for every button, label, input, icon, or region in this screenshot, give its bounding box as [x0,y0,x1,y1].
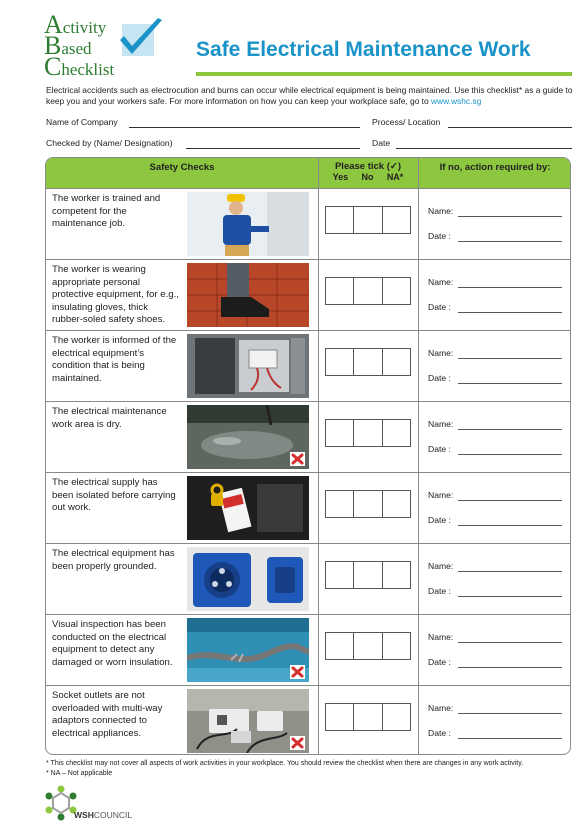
table-row [46,401,570,472]
tick-box-no[interactable] [354,633,382,659]
action-name-label: Name: [428,490,454,500]
table-row [46,543,570,614]
tick-box-yes[interactable] [326,562,354,588]
safety-check-text: The worker is wearing appropriate personal protective equipment, for e.g., insulating gloves, thick rubber-soled safety shoes. [52,264,179,325]
logo-letter-b: B [44,31,62,60]
tick-box-yes[interactable] [326,491,354,517]
tick-box-no[interactable] [354,420,382,446]
action-name-label: Name: [428,703,454,713]
tick-box-no[interactable] [354,207,382,233]
header-action-required: If no, action required by: [439,162,551,173]
action-name-field[interactable] [458,642,562,643]
action-name-label: Name: [428,206,454,216]
safety-check-text: The worker is informed of the electrical equipment’s condition that is being maintained. [52,335,177,384]
header-tick-label: Please tick (✓) [334,161,402,172]
photo-blue-socket [187,547,309,611]
wsh-council-emblem-icon [44,785,78,821]
action-name-label: Name: [428,277,454,287]
action-date-field[interactable] [458,596,562,597]
tick-boxes [325,206,411,234]
tick-boxes [325,277,411,305]
photo-overloaded-socket [187,689,309,753]
intro-paragraph [46,85,574,107]
process-field[interactable] [448,127,572,128]
action-name-field[interactable] [458,571,562,572]
photo-damaged-cable [187,618,309,682]
tick-box-no[interactable] [354,349,382,375]
tick-box-na[interactable] [383,349,410,375]
action-date-label: Date : [428,231,451,241]
action-date-field[interactable] [458,525,562,526]
action-date-label: Date : [428,444,451,454]
header-safety-checks: Safety Checks [149,162,215,173]
intro-text: Electrical accidents such as electrocution and burns can occur while electrical equipment is being maintained. Use this checklist* as a guide to keep you and your workers safe. For more information on how you can keep your workplace safe, go to [46,85,573,106]
table-row [46,188,570,259]
header-no: No [361,172,374,182]
tick-box-na[interactable] [383,491,410,517]
photo-wet-floor [187,405,309,469]
header-na: NA* [386,172,404,182]
date-label: Date [372,138,391,148]
tick-box-yes[interactable] [326,704,354,730]
action-name-label: Name: [428,348,454,358]
cross-icon [290,736,305,750]
table-header [46,158,570,188]
tick-boxes [325,703,411,731]
action-name-field[interactable] [458,429,562,430]
council-word: COUNCIL [93,810,133,820]
safety-check-text: The electrical equipment has been properly grounded. [52,548,175,572]
tick-boxes [325,348,411,376]
action-date-label: Date : [428,373,451,383]
tick-box-na[interactable] [383,633,410,659]
tick-box-na[interactable] [383,562,410,588]
table-row [46,472,570,543]
action-date-label: Date : [428,515,451,525]
action-name-field[interactable] [458,358,562,359]
action-date-field[interactable] [458,667,562,668]
action-name-field[interactable] [458,500,562,501]
safety-check-text: Visual inspection has been conducted on the electrical equipment to detect any damaged or worn insulation. [52,619,173,668]
footnote-disclaimer: * This checklist may not cover all aspects of work activities in your workplace. You should review the checklist when there are changes in any work activity. [46,760,524,767]
table-row [46,685,570,755]
tick-box-no[interactable] [354,491,382,517]
safety-checks-table [45,157,571,755]
action-date-label: Date : [428,586,451,596]
tick-boxes [325,561,411,589]
wshc-link[interactable]: www.wshc.sg [430,96,482,106]
safety-check-text: The electrical supply has been isolated before carrying out work. [52,477,176,513]
action-date-field[interactable] [458,454,562,455]
action-date-field[interactable] [458,312,562,313]
company-label: Name of Company [46,117,118,127]
tick-box-no[interactable] [354,562,382,588]
footnotes [46,759,574,778]
process-label: Process/ Location [372,117,441,127]
logo-word-b: ased [61,39,92,58]
photo-worker-portrait [187,192,309,256]
tick-box-yes[interactable] [326,633,354,659]
logo-letter-a: A [44,10,63,39]
tick-box-na[interactable] [383,207,410,233]
table-row [46,330,570,401]
action-name-label: Name: [428,561,454,571]
tick-box-yes[interactable] [326,278,354,304]
tick-boxes [325,632,411,660]
header-yes: Yes [332,172,349,182]
tick-box-no[interactable] [354,278,382,304]
logo-checkmark-icon [114,14,166,66]
checked-by-field[interactable] [186,148,360,149]
logo-word-a: ctivity [62,18,107,37]
action-date-label: Date : [428,302,451,312]
action-name-field[interactable] [458,287,562,288]
action-date-label: Date : [428,728,451,738]
wsh-council-logo [44,783,164,823]
tick-box-yes[interactable] [326,349,354,375]
action-date-field[interactable] [458,383,562,384]
tick-box-na[interactable] [383,420,410,446]
page-title: Safe Electrical Maintenance Work [196,38,531,61]
tick-boxes [325,490,411,518]
company-field[interactable] [129,127,360,128]
date-field[interactable] [396,148,572,149]
tick-box-yes[interactable] [326,207,354,233]
footnote-na: * NA – Not applicable [46,769,113,777]
safety-check-text: The worker is trained and competent for the maintenance job. [52,193,161,229]
logo-word-c: hecklist [61,60,115,79]
table-row [46,614,570,685]
tick-box-yes[interactable] [326,420,354,446]
action-name-label: Name: [428,419,454,429]
table-row [46,259,570,330]
header-please-tick [318,158,418,188]
action-date-field[interactable] [458,241,562,242]
cross-icon [290,452,305,466]
safety-check-text: The electrical maintenance work area is dry. [52,406,167,430]
safety-check-text: Socket outlets are not overloaded with multi-way adaptors connected to electrical appliances. [52,690,163,739]
checked-by-label: Checked by (Name/ Designation) [46,138,173,148]
logo-letter-c: C [44,52,62,81]
action-date-label: Date : [428,657,451,667]
tick-boxes [325,419,411,447]
action-name-field[interactable] [458,216,562,217]
action-name-label: Name: [428,632,454,642]
activity-based-checklist-logo [44,10,174,80]
photo-lockout-tag [187,476,309,540]
tick-box-na[interactable] [383,278,410,304]
tick-box-na[interactable] [383,704,410,730]
action-date-field[interactable] [458,738,562,739]
title-underline [196,72,572,76]
photo-safety-shoes [187,263,309,327]
tick-box-no[interactable] [354,704,382,730]
action-name-field[interactable] [458,713,562,714]
photo-electrical-panel [187,334,309,398]
cross-icon [290,665,305,679]
council-wsh: WSH [74,810,94,820]
